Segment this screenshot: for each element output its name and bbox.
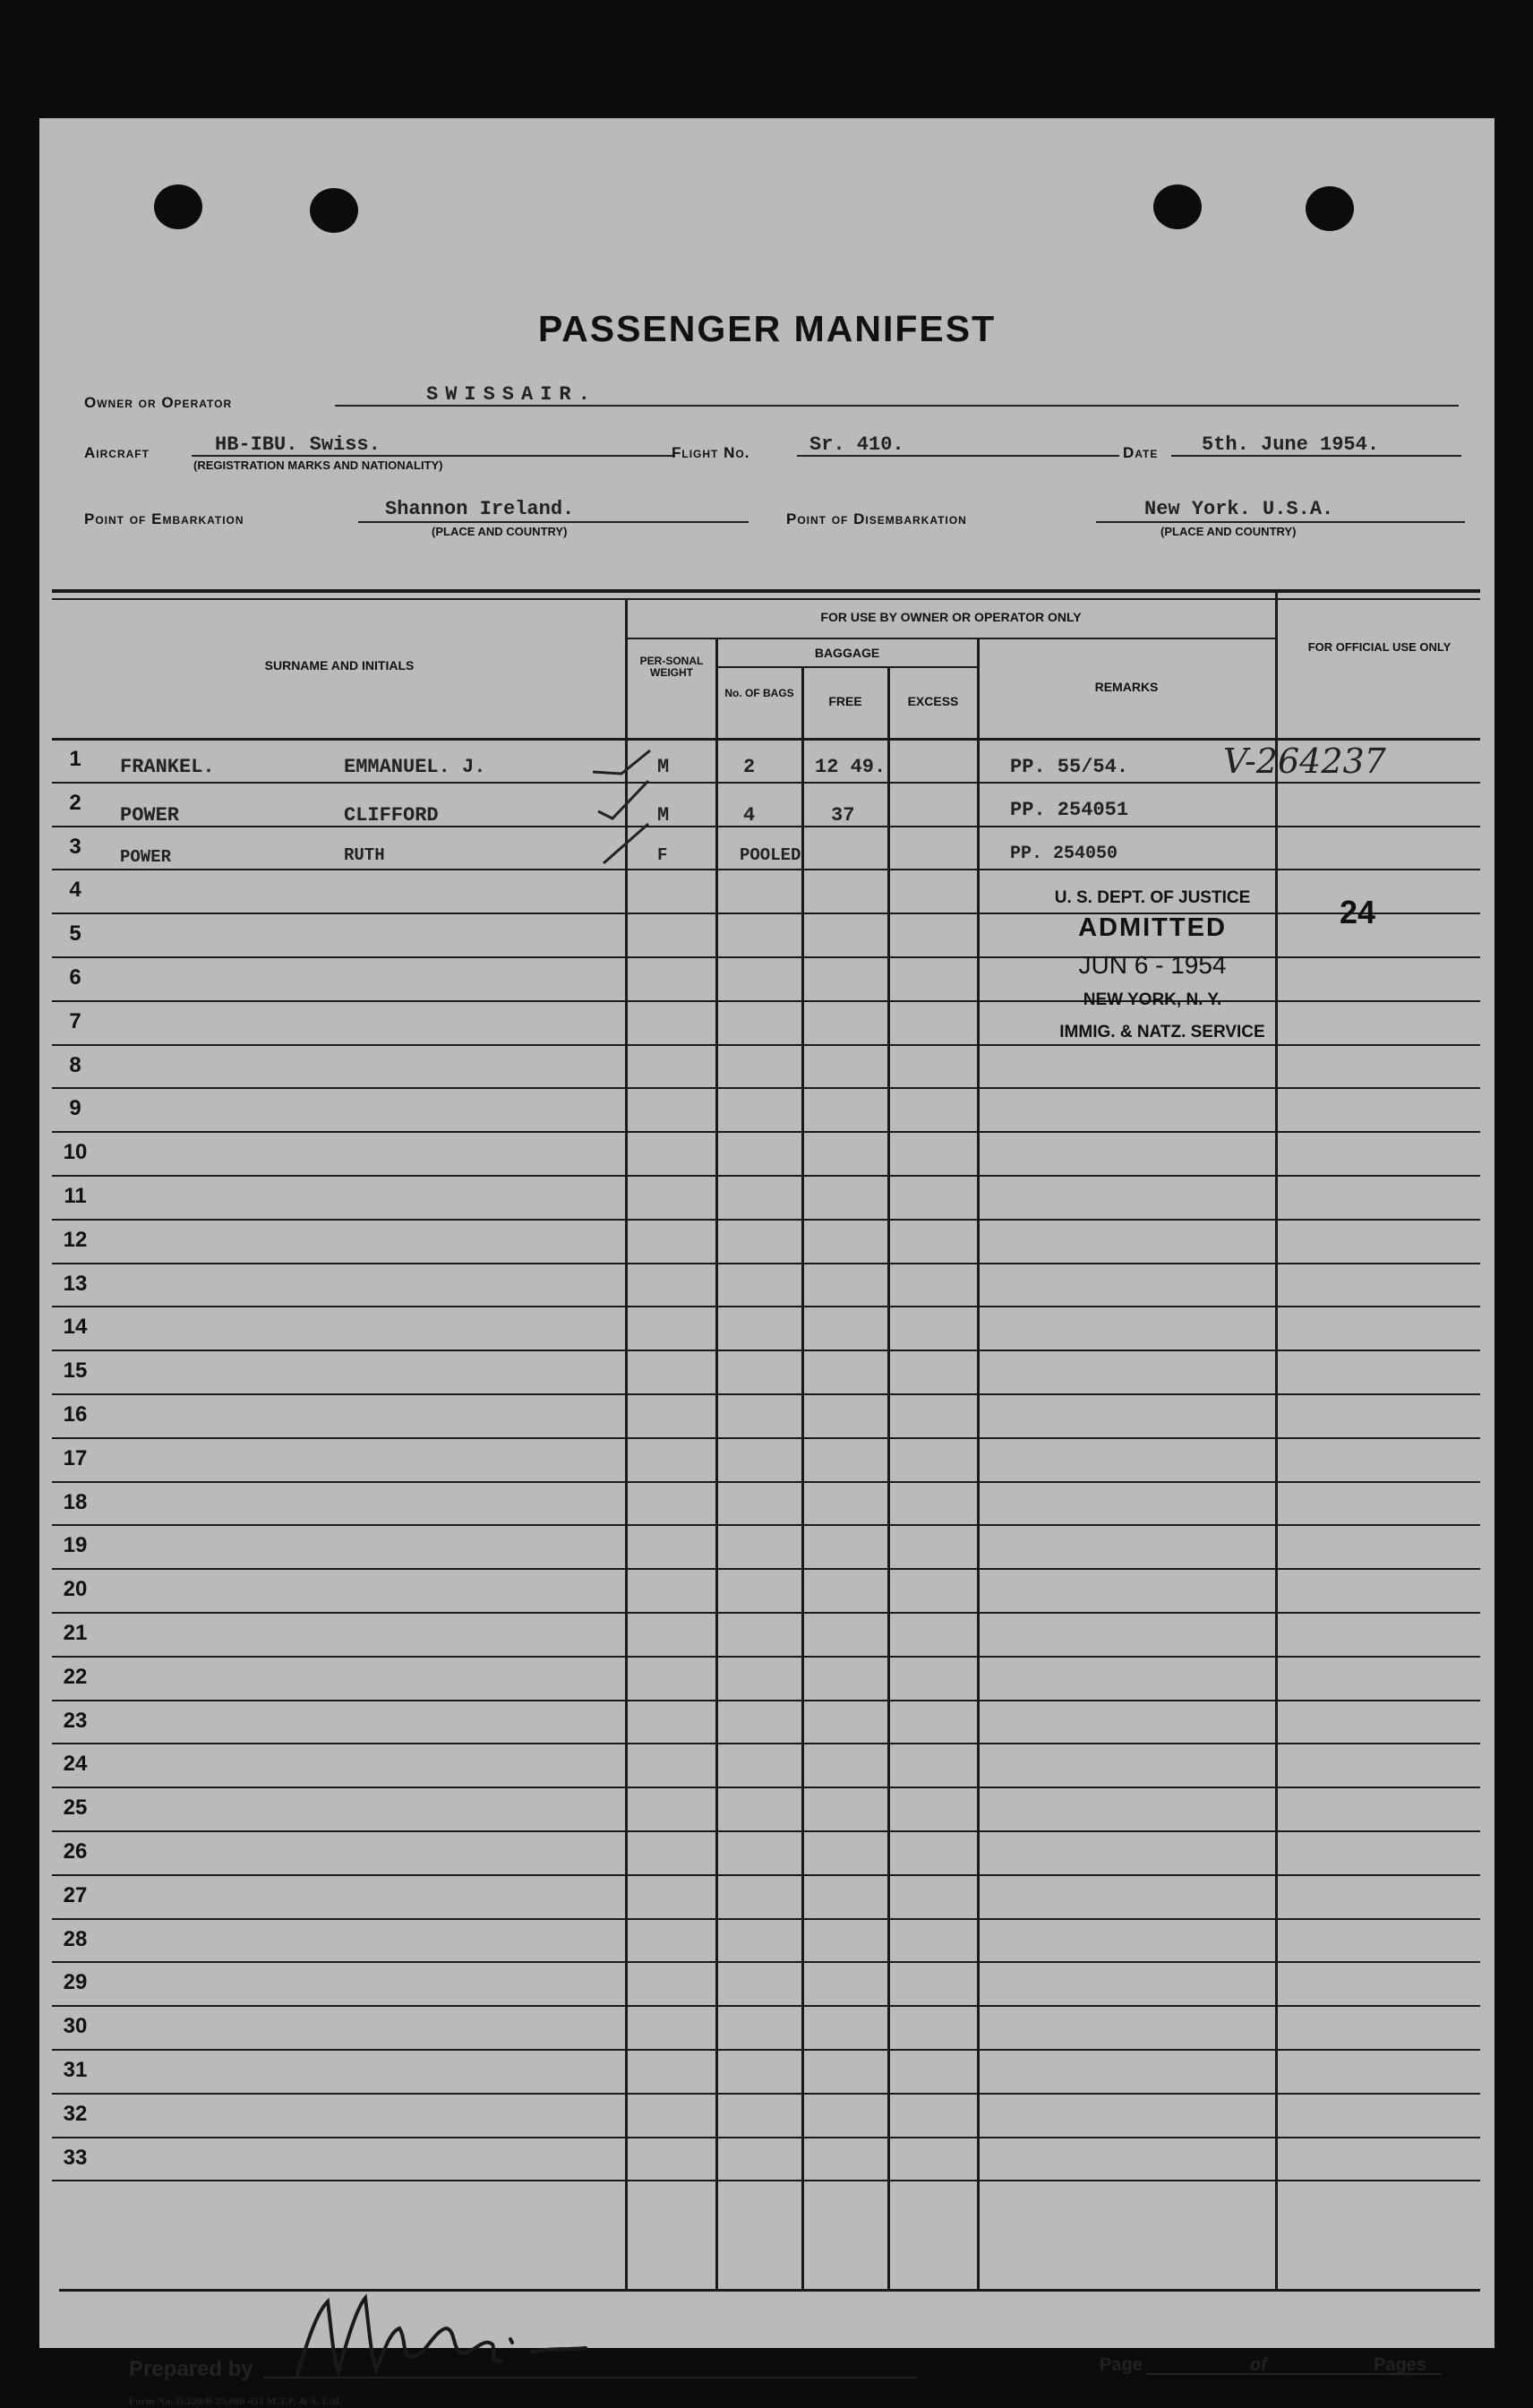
row-number: 9 [69,1096,81,1121]
of-label: of [1250,2355,1267,2375]
row-rule [52,1524,1480,1526]
passenger-surname: POWER [120,847,172,867]
row-number: 29 [63,1970,88,1995]
punch-hole [310,188,358,233]
row-number: 27 [63,1882,88,1907]
embarkation-underline [358,521,749,523]
passenger-remarks: PP. 55/54. [1010,756,1129,778]
column-divider [977,639,980,2291]
row-rule [52,1830,1480,1832]
embarkation-label: Point of Embarkation [84,510,244,527]
row-rule [52,2137,1480,2138]
column-divider [1275,593,1278,2291]
check-marks [586,745,693,897]
column-divider [887,666,890,2291]
row-number: 30 [63,2014,88,2039]
row-number: 26 [63,1839,88,1864]
table-header-bottom-rule [52,738,1480,741]
column-divider [801,666,804,2291]
weight-column-header: PER-SONAL WEIGHT [639,655,704,679]
row-rule [52,869,1480,870]
row-rule [52,2180,1480,2181]
excess-column-header: EXCESS [907,694,959,708]
row-rule [52,782,1480,784]
passenger-initials: EMMANUEL. J. [344,756,486,778]
row-rule [52,1437,1480,1439]
baggage-rule [716,666,978,668]
row-number: 21 [63,1621,88,1645]
stamp-dept: U. S. DEPT. OF JUSTICE [1054,888,1251,907]
stamp-service: IMMIG. & NATZ. SERVICE [1059,1023,1265,1041]
passenger-surname: FRANKEL. [120,756,215,778]
passenger-remarks: PP. 254050 [1010,844,1118,864]
row-rule [52,1918,1480,1920]
official-column-header: FOR OFFICIAL USE ONLY [1307,640,1452,654]
bags-column-header: No. OF BAGS [724,687,794,699]
row-number: 32 [63,2101,88,2126]
remarks-column-header: REMARKS [1094,680,1159,694]
row-rule [52,1743,1480,1744]
row-rule [52,1044,1480,1046]
row-number: 19 [63,1533,88,1558]
stamp-number: 24 [1339,894,1376,930]
embarkation-subcaption: (PLACE AND COUNTRY) [432,525,568,538]
row-rule [52,1656,1480,1658]
row-number: 7 [69,1008,81,1033]
row-rule [52,2093,1480,2095]
row-number: 25 [63,1795,88,1821]
row-rule [52,1787,1480,1788]
passenger-surname: POWER [120,804,180,827]
passenger-weight: M [657,756,670,778]
official-alien-number: V-264237 [1223,741,1386,781]
passenger-bags: 2 [743,756,756,778]
row-number: 22 [63,1664,88,1689]
passenger-bags-pooled: POOLED [740,845,801,865]
row-number: 6 [69,965,81,990]
passenger-initials: CLIFFORD [344,804,439,827]
owner-only-header: FOR USE BY OWNER OR OPERATOR ONLY [820,610,1082,624]
row-rule [52,1175,1480,1177]
row-number: 16 [63,1402,88,1427]
flight-label: Flight No. [672,444,750,461]
table-bottom-rule [59,2289,1480,2292]
row-rule [52,1961,1480,1963]
aircraft-subcaption: (REGISTRATION MARKS AND NATIONALITY) [193,458,443,472]
disembarkation-subcaption: (PLACE AND COUNTRY) [1160,525,1297,538]
row-rule [52,1350,1480,1351]
row-rule [52,1568,1480,1570]
passenger-remarks: PP. 254051 [1010,799,1129,821]
free-column-header: FREE [828,694,862,708]
passenger-weight: M [657,804,670,827]
row-rule [52,1393,1480,1395]
aircraft-value: HB-IBU. Swiss. [215,433,381,456]
row-number: 4 [69,878,81,903]
row-number: 31 [63,2058,88,2082]
owner-value: SWISSAIR. [426,383,597,406]
passenger-initials: RUTH [344,845,385,865]
owner-label: Owner or Operator [84,394,233,411]
row-rule [52,1481,1480,1483]
pages-label: Pages [1374,2355,1426,2375]
row-rule [52,2005,1480,2007]
row-rule [52,1263,1480,1264]
stamp-date: JUN 6 - 1954 [1078,951,1227,979]
row-rule [52,1087,1480,1089]
passenger-weight: F [657,845,668,865]
row-number: 13 [63,1271,88,1296]
passenger-free-baggage: 37 [831,804,855,827]
stamp-admitted: ADMITTED [1078,913,1227,942]
row-rule [52,1219,1480,1221]
row-number: 10 [63,1140,88,1165]
row-number: 23 [63,1708,88,1733]
signature [281,2285,604,2384]
baggage-header: BAGGAGE [814,646,880,660]
owner-section-rule [627,638,1275,639]
document-title: PASSENGER MANIFEST [537,308,997,349]
embarkation-value: Shannon Ireland. [385,498,575,520]
column-divider [715,639,718,2291]
row-number: 11 [64,1184,87,1208]
disembarkation-label: Point of Disembarkation [786,510,967,527]
aircraft-label: Aircraft [84,444,150,461]
punch-hole [1153,184,1202,229]
punch-hole [1306,186,1354,231]
row-number: 33 [63,2145,88,2170]
row-rule [52,1306,1480,1307]
date-value: 5th. June 1954. [1202,433,1380,456]
table-top-rule [52,589,1480,593]
surname-column-header: SURNAME AND INITIALS [264,658,415,673]
row-number: 17 [63,1445,88,1470]
row-rule [52,2049,1480,2051]
manifest-sheet [39,118,1494,2407]
disembarkation-value: New York. U.S.A. [1144,498,1334,520]
date-label: Date [1123,444,1159,461]
form-number: Form No. D.220/B 25,000 451 M.T.P. & S. Ltd. [129,2395,342,2407]
row-number: 14 [63,1315,88,1340]
row-number: 3 [69,834,81,859]
row-number: 15 [63,1358,88,1384]
prepared-by-label: Prepared by [129,2357,253,2381]
punch-hole [154,184,202,229]
row-rule [52,1700,1480,1701]
row-number: 5 [69,921,81,947]
row-rule [52,1612,1480,1614]
row-rule [52,1874,1480,1876]
passenger-bags: 4 [743,804,756,827]
row-number: 12 [63,1227,88,1252]
row-number: 1 [69,747,81,771]
stamp-city: NEW YORK, N. Y. [1083,990,1222,1009]
row-number: 20 [63,1577,88,1602]
row-number: 8 [69,1052,81,1077]
row-rule [52,1131,1480,1133]
flight-value: Sr. 410. [809,433,904,456]
row-number: 28 [63,1926,88,1951]
disembarkation-underline [1096,521,1465,523]
row-rule [52,826,1480,827]
table-top-rule [52,598,1480,600]
row-number: 24 [63,1752,88,1777]
passenger-free-baggage: 12 49. [815,756,886,778]
row-number: 18 [63,1489,88,1514]
page-label: Page [1100,2355,1143,2375]
row-number: 2 [69,790,81,815]
